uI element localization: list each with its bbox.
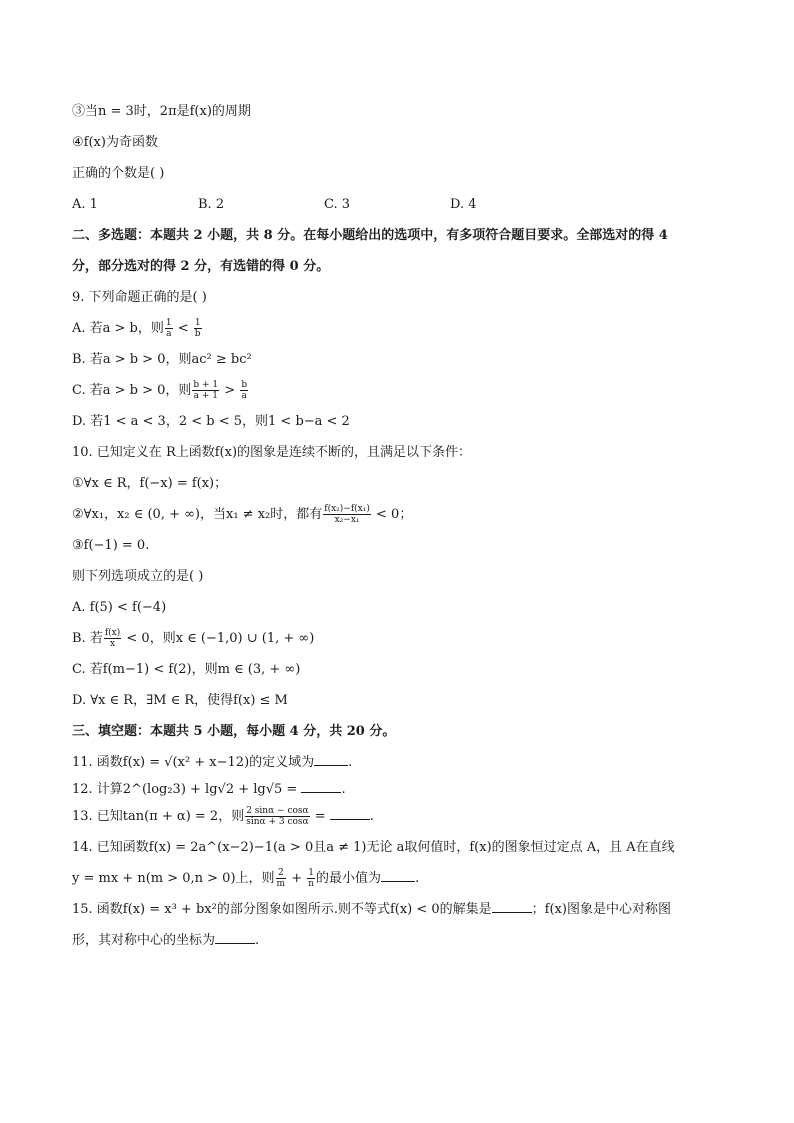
section-3-heading: 三、填空题：本题共 5 小题，每小题 4 分，共 20 分。 [72,724,396,739]
fraction: $\frac{2 \sin\alpha - \cos\alpha}{\sin\alpha + 3 \cos\alpha}$ [246,806,309,827]
section-2-heading-cont: 分，部分选对的得 2 分，有选错的得 0 分。 [72,259,330,274]
document-page [72,98,722,958]
answer-blank[interactable] [330,807,370,820]
answer-blank[interactable] [314,753,348,766]
q14-line-1: 14. 已知函数f(x) = 2a^(x−2)−1(a > 0且a ≠ 1)无论 a取何值时，f(x)的图象恒过定点 A，且 A在直线 [72,840,675,855]
answer-blank[interactable] [215,931,255,944]
answer-blank[interactable] [381,869,415,882]
q13: 13. 已知tan(π + α) = 2，则 $\frac{2 \sin\alpha - \cos\alpha}{\sin\alpha + 3 \cos\alpha}$ = . [72,806,374,827]
q9-option-a: A. 若a > b，则 $\frac{1}{a}$ < $\frac{1}{b}$ [72,318,201,339]
answer-blank[interactable] [492,900,532,913]
q8-option-a: A. 1 [72,197,98,212]
q8-ask: 正确的个数是( ) [72,166,165,181]
fraction: $\frac{f(x)}{x}$ [104,628,121,649]
q14-line-2: y = mx + n(m > 0,n > 0)上，则 $\frac{2}{m}$ + $\frac{1}{n}$ 的最小值为 . [72,868,420,889]
q8-options [72,191,722,222]
fraction: $\frac{1}{b}$ [194,318,201,339]
q10-condition-3: ③f(−1) = 0. [72,538,150,553]
statement-4: ④f(x)为奇函数 [72,135,158,150]
q11: 11. 函数f(x) = √(x² + x−12)的定义域为 . [72,755,353,770]
q10-option-b: B. 若 $\frac{f(x)}{x}$ < 0，则x ∈ (−1,0) ∪ (1, + ∞) [72,628,315,649]
q10-condition-1: ①∀x ∈ R，f(−x) = f(x)； [72,476,228,491]
q9-option-d: D. 若1 < a < 3，2 < b < 5，则1 < b−a < 2 [72,414,350,429]
q10-stem: 10. 已知定义在 R上函数f(x)的图象是连续不断的，且满足以下条件： [72,445,472,460]
q15-line-1: 15. 函数f(x) = x³ + bx²的部分图象如图所示.则不等式f(x) < 0的解集是 ；f(x)图象是中心对称图 [72,902,671,917]
statement-3: ③当n = 3时，2π是f(x)的周期 [72,104,251,119]
fraction: $\frac{b + 1}{a + 1}$ [193,380,219,401]
fraction: $\frac{1}{a}$ [165,318,172,339]
fraction: $\frac{\text{f(x₂)−f(x₁)}}{\text{x₂−x₁}}$ [324,504,370,525]
answer-blank[interactable] [301,780,341,793]
q8-option-b: B. 2 [198,197,225,212]
q10-ask: 则下列选项成立的是( ) [72,569,204,584]
q10-option-d: D. ∀x ∈ R，∃M ∈ R，使得f(x) ≤ M [72,693,288,708]
q9-option-c: C. 若a > b > 0，则 $\frac{b + 1}{a + 1}$ > $\frac{b}{a}$ [72,380,248,401]
q12: 12. 计算2^(log₂3) + lg√2 + lg√5 = . [72,782,346,797]
q10-option-c: C. 若f(m−1) < f(2)，则m ∈ (3, + ∞) [72,662,301,677]
q9-stem: 9. 下列命题正确的是( ) [72,290,207,305]
section-2-heading: 二、多选题：本题共 2 小题，共 8 分。在每小题给出的选项中，有多项符合题目要求。全部选对的得 4 [72,228,668,243]
q10-option-a: A. f(5) < f(−4) [72,600,167,615]
fraction: $\frac{2}{m}$ [276,868,286,889]
q8-option-c: C. 3 [324,197,351,212]
q9-option-b: B. 若a > b > 0，则ac² ≥ bc² [72,352,252,367]
q15-line-2: 形，其对称中心的坐标为 . [72,933,260,948]
fraction: $\frac{b}{a}$ [241,380,248,401]
q8-option-d: D. 4 [450,197,477,212]
q10-condition-2: ②∀x₁，x₂ ∈ (0, + ∞)，当x₁ ≠ x₂时，都有 $\frac{\text{f(x₂)−f(x₁)}}{\text{x₂−x₁}}$ < 0； [72,504,413,525]
fraction: $\frac{1}{n}$ [308,868,315,889]
